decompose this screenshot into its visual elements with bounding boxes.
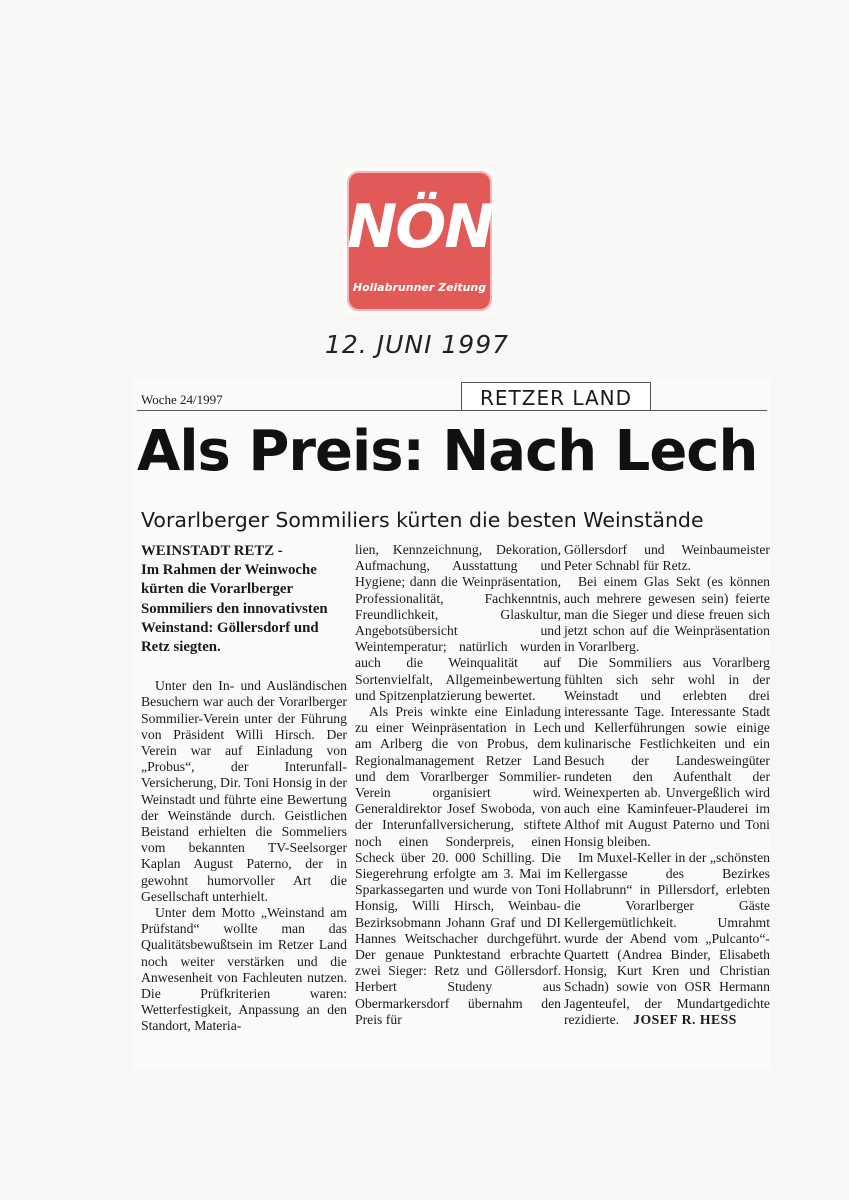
article-column-3 [564,542,770,1028]
article-column-1 [141,542,347,1035]
dateline: WEINSTADT RETZ - [141,543,283,559]
logo-subtitle: Hollabrunner Zeitung [352,281,487,294]
paragraph-text: Im Muxel-Keller in der „schönsten Kellergasse des Bezirkes Hollabrunn“ in Pillersdorf, erlebten die Vorarlberger Gäste Kellergemütlichkeit. Umrahmt wurde der Abend vom „Pulcanto“-Quartett (Andrea Binder, Elisabeth Honsig, Kurt Kren und Christian Schadn) sowie von OSR Hermann Jagenteufel, der Mundartgedichte rezidierte. [564,849,770,1027]
lead-text: Im Rahmen der Weinwoche kürten die Vorarlberger Sommiliers den innovativsten Weinstand: Göllersdorf und Retz siegten. [141,562,328,656]
paragraph: Die Sommiliers aus Vorarlberg fühlten sich sehr wohl in der Weinstadt und erlebten drei interessante Tage. Interessante Stadt und Kellerführungen sowie einige kulinarische Festlichkeiten und ein Besuch der Landesweingüter rundeten den Aufenthalt der Weinexperten ab. Unvergeßlich wird auch eine Kaminfeuer-Plauderei im Althof mit August Paterno und Toni Honsig bleiben. [564,655,770,849]
paragraph [564,850,770,1028]
handwritten-date: 12. JUNI 1997 [325,330,510,359]
logo-text: NÖN [347,192,493,262]
paragraph: Unter den In- und Ausländischen Besuchern war auch der Vorarlberger Sommilier-Verein unter der Führung von Präsident Willi Hirsch. Der Verein war auf Einladung von „Probus“, der Interunfall-Versicherung, Dir. Toni Honsig in der Weinstadt und führte eine Bewertung der Weinstände durch. Geistlichen Beistand erhielten die Sommeliers vom bekannten TV-Seelsorger Kaplan August Paterno, der in gewohnt humorvoller Art die Gesellschaft unterhielt. [141,678,347,904]
newspaper-clipping [131,378,770,1070]
issue-week: Woche 24/1997 [141,392,223,407]
headline: Als Preis: Nach Lech [137,419,758,484]
paragraph: Bei einem Glas Sekt (es können auch mehrere gewesen sein) feierte man die Sieger und diese freuen sich jetzt schon auf die Weinpräsentation in Vorarlberg. [564,574,770,655]
newspaper-logo [344,167,495,315]
article-column-2 [355,542,561,1028]
paragraph: lien, Kennzeichnung, Dekoration, Aufmachung, Ausstattung und Hygiene; dann die Weinpräsentation, Professionalität, Fachkenntnis, Freundlichkeit, Glaskultur, Angebotsübersicht und Weintemperatur; natürlich wurden auch die Weinqualität auf Sortenvielfalt, Allgemeinbewertung und Spitzenplatzierung bewertet. [355,542,561,703]
lead-paragraph [141,542,347,657]
paragraph: Als Preis winkte eine Einladung zu einer Weinpräsentation in Lech am Arlberg die von Probus, dem Regionalmanagement Retzer Land und dem Vorarlberger Sommilier- Verein organisiert wird. Generaldirektor Josef Swoboda, von der Interunfallversicherung, stiftete noch einen Sonderpreis, einen Scheck über 20. 000 Schilling. Die Siegerehrung erfolgte am 3. Mai im Sparkassegarten und wurde von Toni Honsig, Willi Hirsch, Weinbau-Bezirksobmann Johann Graf und DI Hannes Weitschacher durchgeführt. Der genaue Punktestand erbrachte zwei Sieger: Retz und Göllersdorf. Herbert Studeny aus Obermarkersdorf übernahm den Preis für [355,704,561,1027]
paragraph: Göllersdorf und Weinbaumeister Peter Schnabl für Retz. [564,542,770,574]
logo-badge [347,171,492,311]
paragraph: Unter dem Motto „Weinstand am Prüfstand“ wollte man das Qualitätsbewußtsein im Retzer Land noch weiter verstärken und die Anwesenheit von Fachleuten nutzen. Die Prüfkriterien waren: Wetterfestigkeit, Anpassung an den Standort, Materia- [141,905,347,1034]
author-byline: JOSEF R. HESS [633,1011,737,1027]
section-title: RETZER LAND [461,382,651,411]
header-rule [137,410,767,411]
subheadline: Vorarlberger Sommiliers kürten die besten Weinstände [141,508,704,532]
